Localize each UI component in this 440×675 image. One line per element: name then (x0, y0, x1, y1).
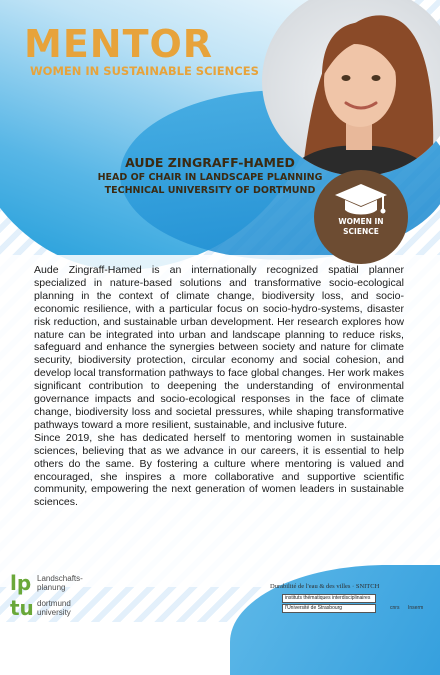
bio-paragraph-1: Aude Zingraff-Hamed is an internationally recognized spatial planner specialized in nature-based solutions and transformative socio-ecological planning in the context of climate change, biodiversity loss, and socio-economic resilience, with a particular focus on socio-hydro-systems, disaster risk reduction, and sustainable urban development. Her research explores how nature can be integrated into urban and landscape planning to reduce risks, safeguard and enhance the synergies between society and nature for climate security, biodiversity protection, circular economy and social cohesion, and develop local transformation pathways to face global changes. Her work makes significant contribution to deepening the understanding of environmental governance impacts and socio-ecological responses in the face of climate change, biodiversity loss and societal pressures, while shaping transformative pathways toward a more resilient, sustainable, and inclusive future. (34, 264, 404, 431)
inserm-logo: Inserm (408, 605, 424, 611)
mentor-role-line2: TECHNICAL UNIVERSITY OF DORTMUND (104, 185, 316, 196)
graduation-cap-icon (333, 182, 389, 218)
lp-logo-text (37, 574, 83, 592)
page-subtitle: WOMEN IN SUSTAINABLE SCIENCES (30, 64, 259, 78)
cnrs-logo: cnrs (390, 605, 400, 611)
partner-institutes-box: instituts thématiques interdisciplinaires (282, 594, 376, 603)
badge-label (314, 217, 408, 237)
mentor-biography (34, 264, 404, 509)
tu-logo-mark: tu (10, 596, 34, 620)
page-title: MENTOR (24, 22, 214, 66)
tu-logo-text (37, 599, 71, 617)
badge-label-line2: SCIENCE (343, 227, 379, 236)
partner-university-box: l'Université de Strasbourg (282, 604, 376, 613)
tu-logo-text-line1: dortmund (37, 599, 71, 608)
women-in-science-badge (314, 170, 408, 264)
badge-label-line1: WOMEN IN (338, 217, 384, 226)
bio-paragraph-2: Since 2019, she has dedicated herself to mentoring women in sustainable sciences, believing that as we advance in our careers, it is essential to help others do the same. By fostering a culture where mentoring is valued and encouraged, she inspires a more collaborative and supportive scientific community, empowering the next generation of women leaders in sustainable sciences. (34, 431, 404, 509)
tu-dortmund-logo (10, 597, 100, 621)
mentor-role-line1: HEAD OF CHAIR IN LANDSCAPE PLANNING (97, 172, 323, 183)
lp-logo-text-line2: planung (37, 583, 66, 592)
partner-title: Durabilité de l'eau & des villes · SNITCH (270, 583, 380, 590)
lp-logo-mark: lp (10, 571, 32, 595)
landschaftsplanung-logo (10, 572, 100, 594)
mentor-name: AUDE ZINGRAFF-HAMED (125, 155, 295, 170)
mentor-info (90, 155, 330, 197)
tu-logo-text-line2: university (37, 608, 71, 617)
lp-logo-text-line1: Landschafts- (37, 574, 83, 583)
